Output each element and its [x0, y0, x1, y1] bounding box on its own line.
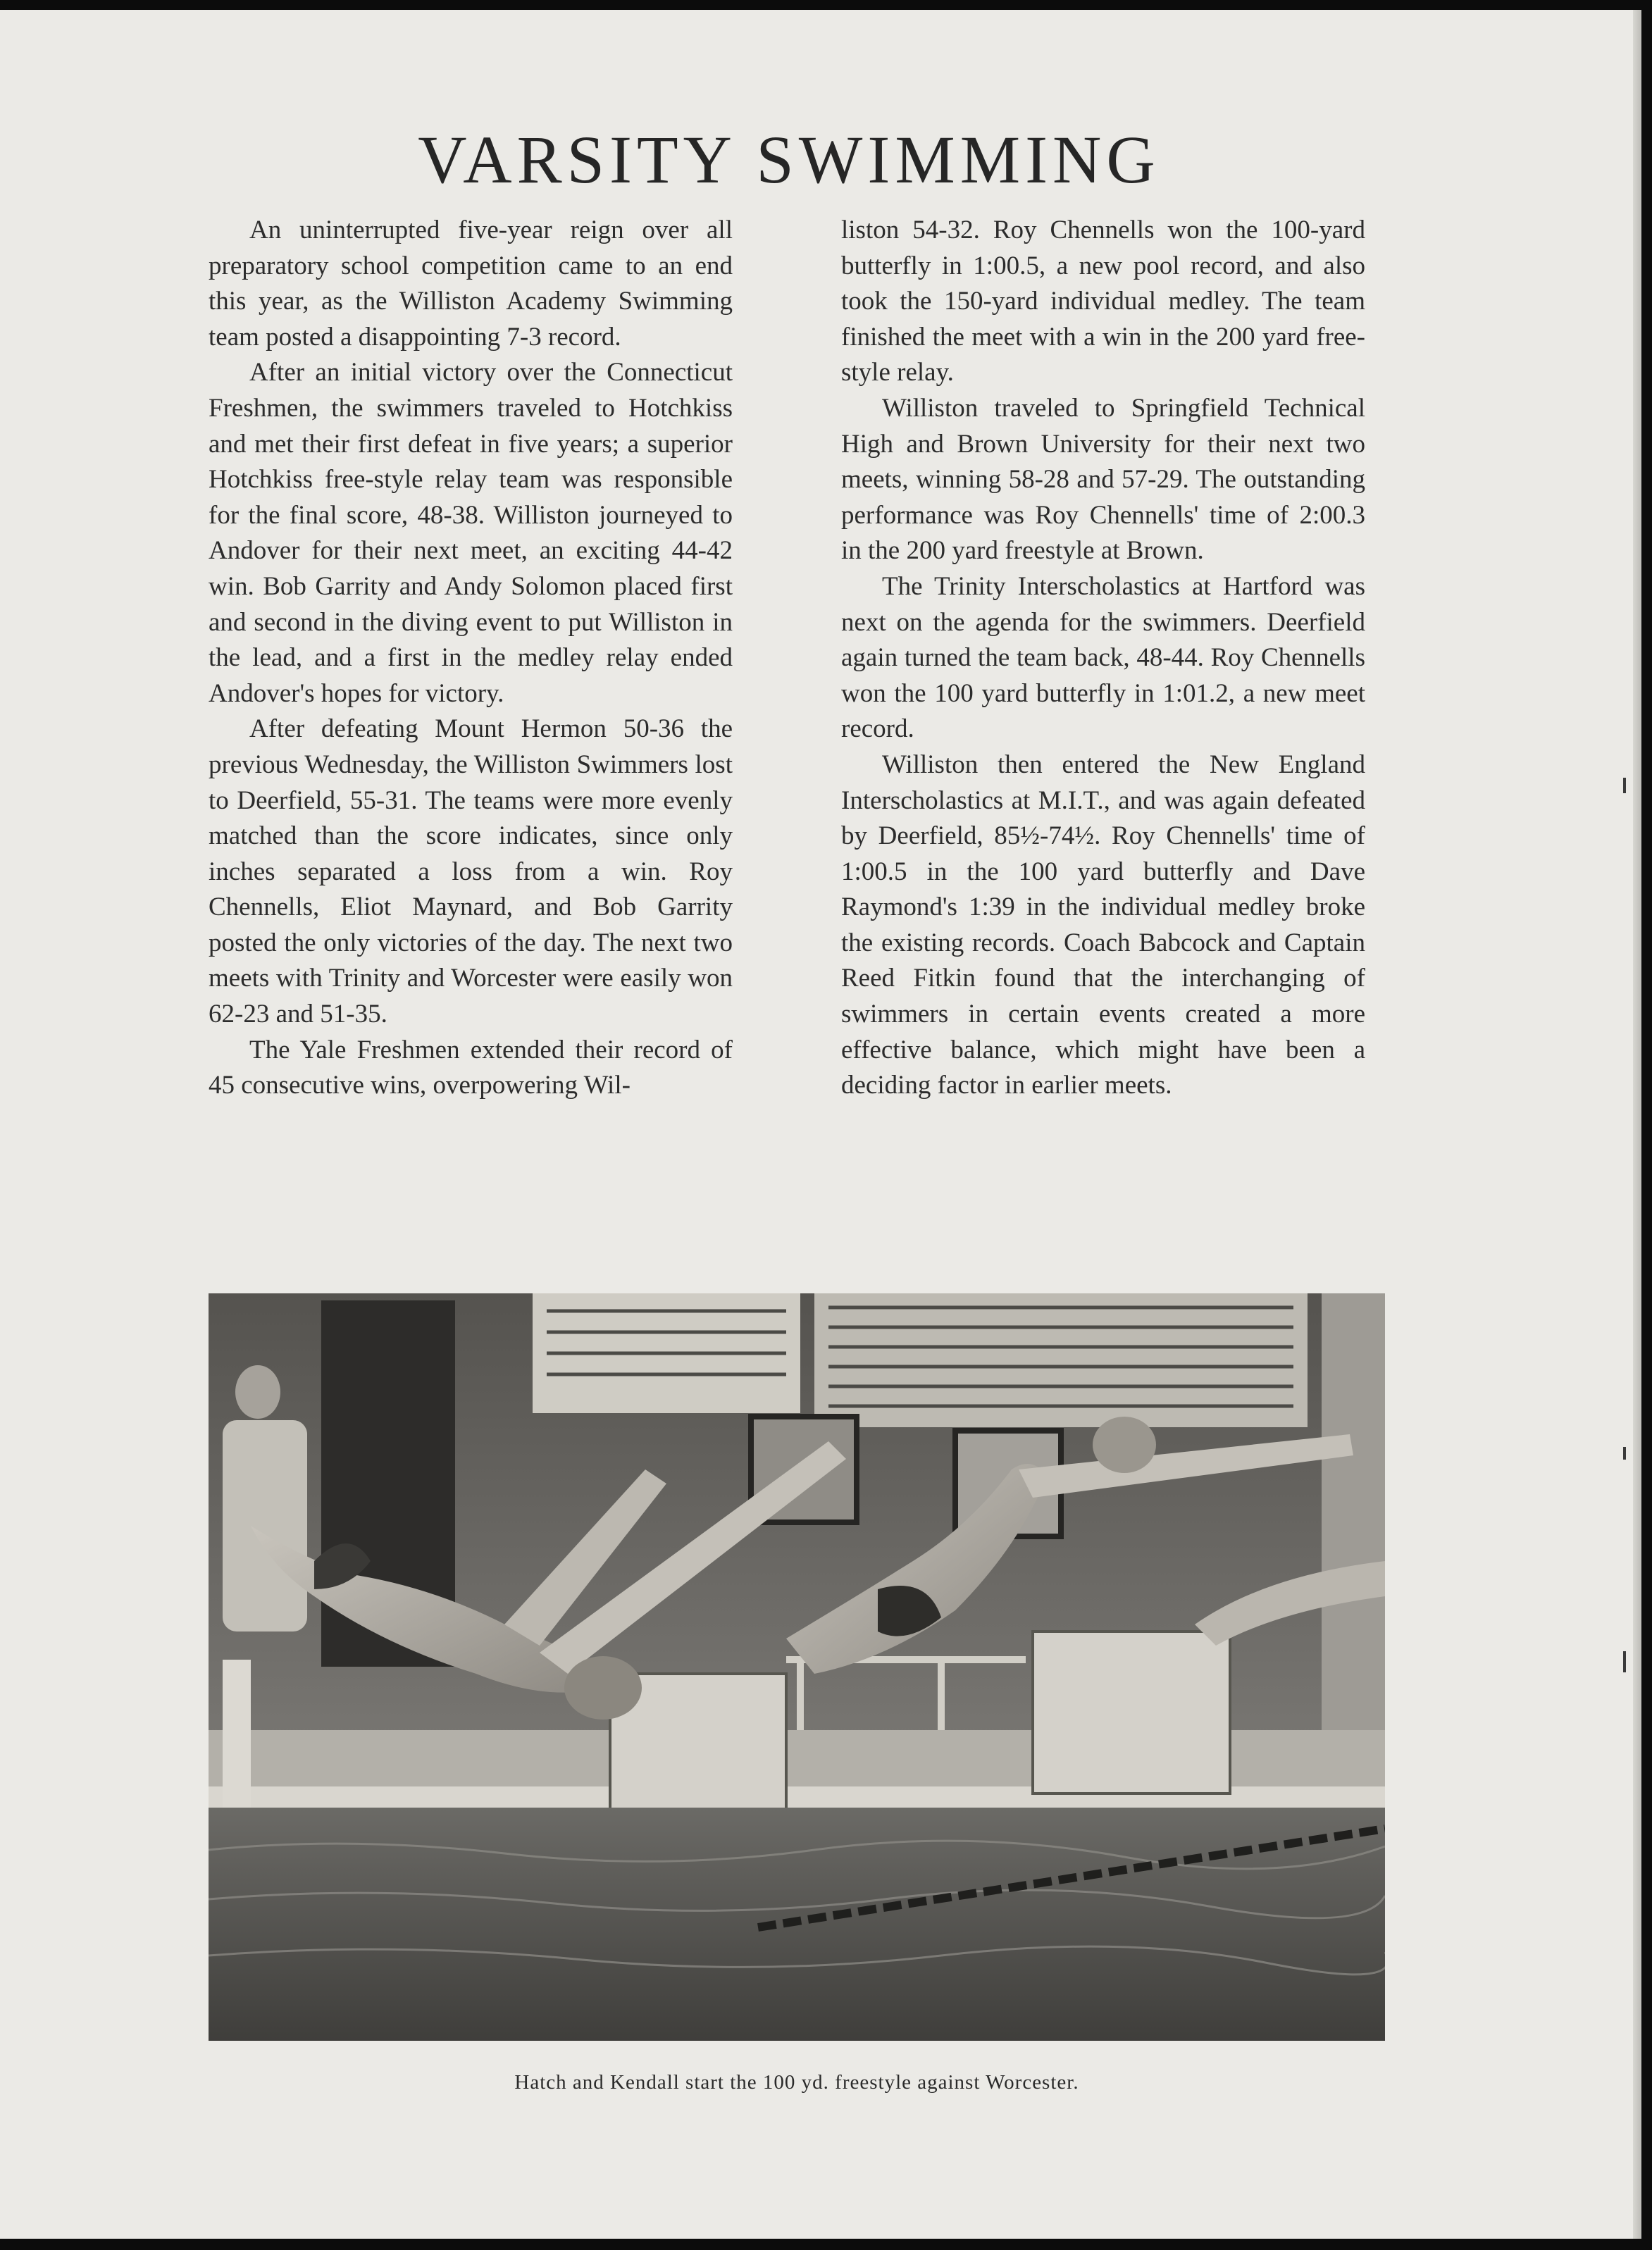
photo-caption: Hatch and Kendall start the 100 yd. freestyle against Worcester.: [514, 2071, 1079, 2094]
scan-edge-mark: [1623, 1651, 1626, 1672]
swimmers-diving-photo: [209, 1293, 1385, 2041]
paragraph: After defeating Mount Hermon 50-36 the previous Wednesday, the Williston Swimmers lost to Deerfield, 55-31. The teams were more evenly matched than the score indicates, since only inches separated a loss from a win. Roy Chennells, Eliot Maynard, and Bob Garrity posted the only victories of the day. The next two meets with Trinity and Worcester were easily won 62-23 and 51-35.: [209, 714, 733, 1029]
yearbook-page: [0, 10, 1641, 2239]
paragraph: An uninterrupted five-year reign over all preparatory school competition came to an end this year, as the Williston Academy Swimming team posted a disappointing 7-3 record.: [209, 216, 733, 352]
article-column-right: [841, 213, 1365, 1104]
page-binding-edge: [1633, 10, 1641, 2239]
paragraph: The Trinity Interscholastics at Hartford was next on the agenda for the swimmers. Deerfield again turned the team back, 48-44. Roy Chennells won the 100 yard butterfly in 1:01.2, a new meet record.: [841, 571, 1365, 744]
article-column-left: [209, 213, 733, 1104]
photo-illustration: [209, 1293, 1385, 2041]
paragraph: Williston traveled to Springfield Technical High and Brown University for their next two meets, winning 58-28 and 57-29. The outstanding performance was Roy Chennells' time of 2:00.3 in the 200 yard freestyle at Brown.: [841, 393, 1365, 566]
paragraph: The Yale Freshmen extended their record of 45 consecutive wins, overpowering Wil-: [209, 1035, 733, 1100]
paragraph: Williston then entered the New England Interscholastics at M.I.T., and was again defeated by Deerfield, 85½-74½. Roy Chennells' time of 1:00.5 in the 100 yard butterfly and Dave Raymond's 1:39 in the individual medley broke the existing records. Coach Babcock and Captain Reed Fitkin found that the interchanging of swimmers in certain events created a more effective balance, which might have been a deciding factor in earlier meets.: [841, 750, 1365, 1100]
scan-edge-mark: [1623, 778, 1626, 793]
scan-edge-mark: [1623, 1447, 1626, 1460]
page-title: VARSITY SWIMMING: [418, 122, 1160, 197]
paragraph: After an initial victory over the Connecticut Freshmen, the swimmers traveled to Hotchkiss and met their first defeat in five years; a superior Hotchkiss free-style relay team was responsible for the final score, 48-38. Williston journeyed to Andover for their next meet, an exciting 44-42 win. Bob Garrity and Andy Solomon placed first and second in the diving event to put Williston in the lead, and a first in the medley relay ended Andover's hopes for victory.: [209, 358, 733, 708]
paragraph: liston 54-32. Roy Chennells won the 100-yard butterfly in 1:00.5, a new pool record, and also took the 150-yard individual medley. The team finished the meet with a win in the 200 yard free-style relay.: [841, 216, 1365, 387]
